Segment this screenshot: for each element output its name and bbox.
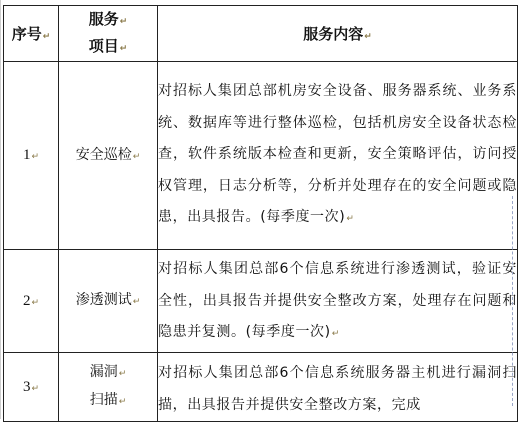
- table-row: [4, 353, 518, 422]
- row-number-text: 1: [22, 147, 31, 163]
- page-left-edge: [0, 0, 2, 419]
- paragraph-mark: ↵: [31, 297, 40, 308]
- paragraph-mark: ↵: [132, 297, 141, 307]
- paragraph-mark: ↵: [119, 16, 128, 27]
- service-item-line1-text: 漏洞: [89, 364, 118, 380]
- service-item-line2: [59, 387, 157, 415]
- header-content: [158, 6, 518, 62]
- header-item: [59, 6, 158, 62]
- table-row: [4, 250, 518, 353]
- paragraph-mark: ↵: [132, 151, 141, 162]
- header-item-line2-text: 项目: [88, 36, 119, 55]
- paragraph-mark: ↵: [31, 383, 40, 394]
- service-content: [158, 353, 518, 422]
- paragraph-mark: ↵: [118, 397, 127, 407]
- service-item: [59, 353, 158, 422]
- table-row: [4, 62, 518, 250]
- service-item-text: 渗透测试: [75, 292, 132, 308]
- service-item: [59, 62, 158, 250]
- table-header-row: [4, 6, 518, 62]
- paragraph-mark: ↵: [31, 152, 40, 162]
- row-number: [4, 250, 59, 353]
- paragraph-mark: ↵: [118, 369, 127, 379]
- service-content: [158, 62, 518, 250]
- row-number-text: 2: [22, 292, 31, 309]
- header-content-label: 服务内容: [303, 25, 364, 43]
- service-table: [3, 5, 518, 422]
- paragraph-mark: ↵: [119, 43, 128, 54]
- header-no: [4, 6, 59, 62]
- service-content-text: 对招标人集团总部6个信息系统进行渗透测试，验证安全性，出具报告并提供安全整改方案，处理存在问题和隐患并复测。(每季度一次): [158, 261, 517, 341]
- row-number: [4, 353, 59, 422]
- service-item-text: 安全巡检: [75, 146, 132, 163]
- header-item-line2: [59, 34, 157, 61]
- service-content-text: 对招标人集团总部机房安全设备、服务器系统、业务系统、数据库等进行整体巡检，包括机房安全设备状态检查，软件系统版本检查和更新，安全策略评估，访问授权管理，日志分析等，分析并处理存在的安全问题或隐患，出具报告。(每季度一次): [158, 83, 517, 226]
- service-content: [158, 250, 518, 353]
- service-item: [59, 250, 158, 353]
- header-item-line1-text: 服务: [88, 9, 119, 28]
- paragraph-mark: ↵: [346, 214, 354, 225]
- service-item-line1: [59, 359, 157, 387]
- paragraph-mark: ↵: [364, 32, 372, 42]
- service-content-text: 对招标人集团总部6个信息系统服务器主机进行漏洞扫描，出具报告并提供安全整改方案，完成: [158, 365, 517, 413]
- margin-guide-line: [512, 196, 514, 406]
- header-no-label: 序号: [11, 25, 42, 43]
- header-item-line1: [59, 7, 157, 34]
- row-number: [4, 62, 59, 250]
- service-item-line2-text: 扫描: [89, 392, 118, 408]
- row-number-text: 3: [22, 378, 31, 395]
- paragraph-mark: ↵: [331, 329, 340, 340]
- paragraph-mark: ↵: [42, 32, 51, 42]
